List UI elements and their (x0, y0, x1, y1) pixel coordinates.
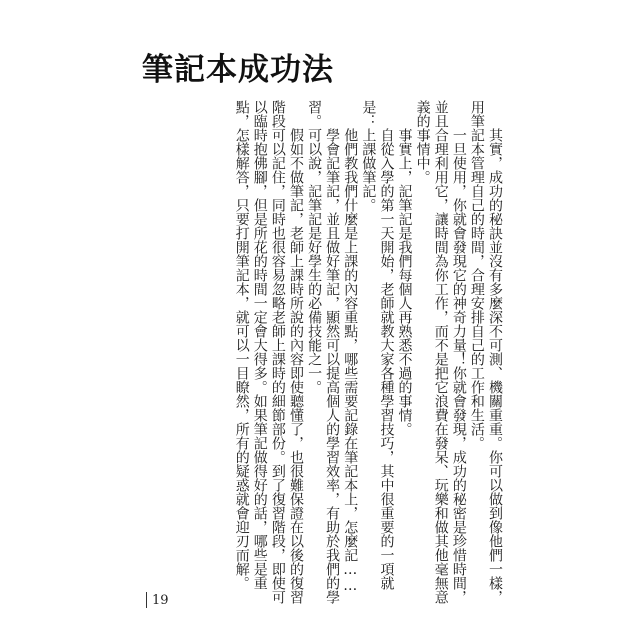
page-number: 19 (152, 592, 169, 608)
paragraph: 一旦使用，你就會發現它的神奇力量！你就會發現，成功的秘密是珍惜時間，並且合理利用它，讓時間為你工作，而不是把它浪費在發呆、玩樂和做其他毫無意義的事情中。 (414, 100, 467, 604)
paragraph: 假如不做筆記，老師上課時所說的內容即使聽懂了，也很難保證在以後的復習階段可以記住，同時也很容易忽略老師上課時的細節部份。到了復習階段，即使可以臨時抱佛腳，但是所花的時間一定會大得多。如果筆記做得好的話，哪些是重點，怎樣解答，只要打開筆記本，就可以一目瞭然，所有的疑惑就會迎刃而解。 (233, 100, 304, 604)
paragraph: 他們教我們什麼是上課的內容重點，哪些需要記錄在筆記本上，怎麼記…… (342, 128, 359, 594)
paragraph: 學會記筆記，並且做好筆記，顯然可以提高個人的學習效率，有助於我們的學習。可以說，記筆記是好學生的必備技能之一。 (306, 100, 341, 604)
paragraph: 自從入學的第一天開始，老師就教大家各種學習技巧，其中很重要的一項就是：上課做筆記。 (360, 100, 395, 590)
paragraph: 事實上，記筆記是我們每個人再熟悉不過的事情。 (396, 128, 413, 436)
paragraph: 其實，成功的秘訣並沒有多麼深不可測、機關重重。你可以做到像他們一樣，用筆記本管理自己的時間，合理安排自己的工作和生活。 (468, 100, 503, 604)
footer-rule (146, 592, 147, 608)
chapter-title: 筆記本成功法 (142, 52, 334, 88)
body-text (142, 100, 504, 612)
page-footer (146, 590, 169, 610)
